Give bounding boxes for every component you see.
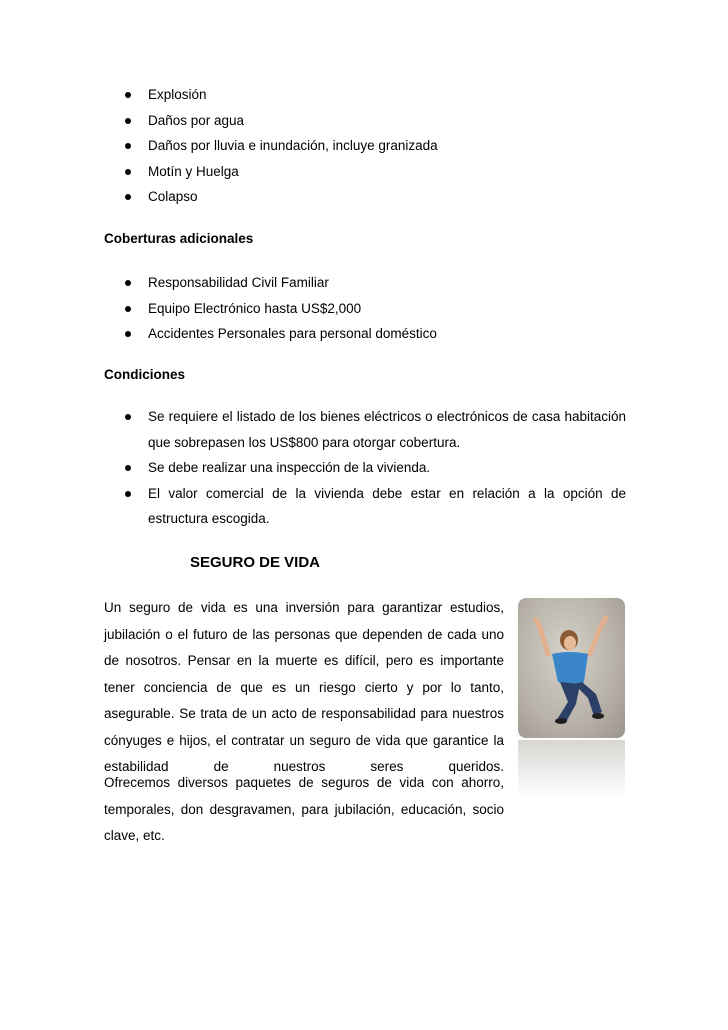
photo-reflection bbox=[518, 740, 625, 798]
condiciones-list bbox=[104, 404, 626, 532]
bullet-icon bbox=[125, 118, 131, 124]
list-item: Responsabilidad Civil Familiar bbox=[104, 270, 626, 296]
condiciones-heading: Condiciones bbox=[104, 367, 186, 382]
list-item: Explosión bbox=[104, 82, 626, 108]
bullet-icon bbox=[125, 92, 131, 98]
intro-paragraph: Un seguro de vida es una inversión para garantizar estudios, jubilación o el futuro de las personas que dependen de cada uno de nosotros. Pensar en la muerte es difícil, pero es importante tener conciencia de que es un riesgo cierto y por lo tanto, asegurable. Se trata de un acto de responsabilidad para nuestros cónyuges e hijos, el contratar un seguro de vida que garantice la estabilidad de nuestros seres queridos. bbox=[104, 600, 504, 774]
list-item: El valor comercial de la vivienda debe estar en relación a la opción de estructura escogida. bbox=[104, 481, 626, 532]
coberturas-list bbox=[104, 270, 626, 347]
offer-paragraph: Ofrecemos diversos paquetes de seguros de vida con ahorro, temporales, don desgravamen, para jubilación, educación, socio clave, etc. bbox=[104, 775, 504, 843]
list-item: Accidentes Personales para personal doméstico bbox=[104, 321, 626, 347]
bullet-icon bbox=[125, 331, 131, 337]
bullet-icon bbox=[125, 491, 131, 497]
section-title: SEGURO DE VIDA bbox=[190, 554, 321, 571]
list-item: Se requiere el listado de los bienes eléctricos o electrónicos de casa habitación que sobrepasen los US$800 para otorgar cobertura. bbox=[104, 404, 626, 455]
list-item: Colapso bbox=[104, 184, 626, 210]
bullet-icon bbox=[125, 414, 131, 420]
jumping-woman-photo bbox=[518, 598, 625, 738]
bullet-icon bbox=[125, 169, 131, 175]
bullet-icon bbox=[125, 465, 131, 471]
bullet-icon bbox=[125, 280, 131, 286]
list-item: Daños por agua bbox=[104, 108, 626, 134]
list-item: Daños por lluvia e inundación, incluye granizada bbox=[104, 133, 626, 159]
list-item: Se debe realizar una inspección de la vivienda. bbox=[104, 455, 626, 481]
bullet-icon bbox=[125, 194, 131, 200]
list-item: Motín y Huelga bbox=[104, 159, 626, 185]
coberturas-heading: Coberturas adicionales bbox=[104, 231, 254, 246]
bullet-icon bbox=[125, 306, 131, 312]
risk-list bbox=[104, 82, 626, 210]
list-item: Equipo Electrónico hasta US$2,000 bbox=[104, 296, 626, 322]
bullet-icon bbox=[125, 143, 131, 149]
jumping-woman-illustration bbox=[518, 598, 625, 738]
